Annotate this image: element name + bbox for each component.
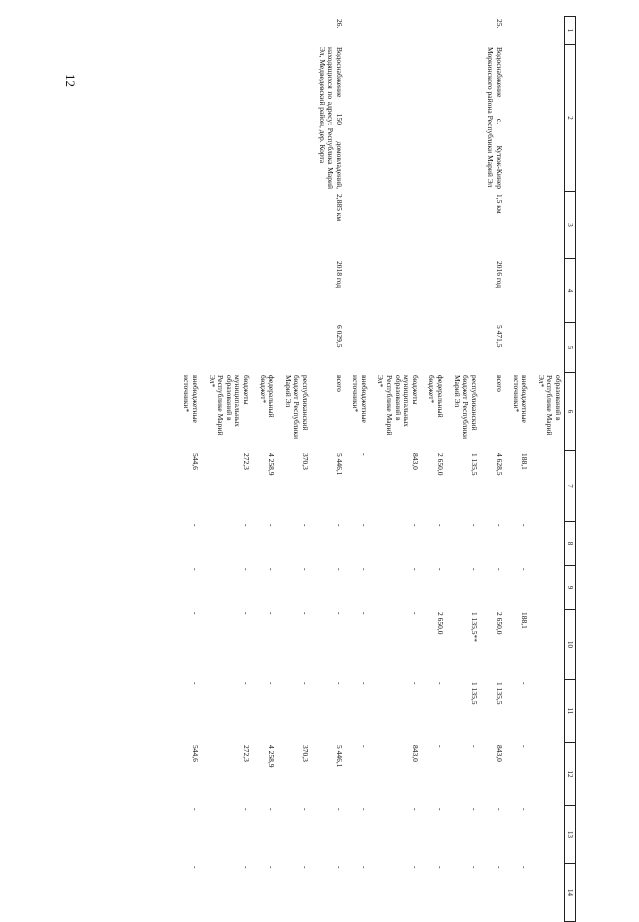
column-number: 3 <box>565 192 576 259</box>
table-cell-c10: - <box>241 612 251 615</box>
table-cell-c12: 843,0 <box>410 745 420 762</box>
table-cell-c3 <box>277 192 311 259</box>
table-cell-c4 <box>421 259 446 323</box>
table-cell-c13: - <box>241 808 251 811</box>
table-cell-c14: - <box>495 866 505 869</box>
table-cell-c6: всего <box>334 375 344 392</box>
table-cell-c8: - <box>300 524 310 527</box>
table-cell-c1 <box>530 17 564 45</box>
table-cell-c14: - <box>520 866 530 869</box>
table-cell-c13: - <box>436 808 446 811</box>
table-cell-c9: - <box>469 568 479 571</box>
table-cell-c5 <box>370 323 421 373</box>
table-cell-c7 <box>530 451 564 522</box>
table-cell-c11 <box>530 680 564 743</box>
table-cell-c5 <box>446 323 480 373</box>
table-cell-c6: федеральный бюджет* <box>258 375 277 418</box>
table-cell-c6: федеральный бюджет* <box>427 375 446 418</box>
table-cell-c7: 4 628,5 <box>495 453 505 476</box>
table-cell-c8: - <box>436 524 446 527</box>
table-cell-c6: всего <box>495 375 505 392</box>
table-cell-c10: - <box>267 612 277 615</box>
table-cell-c2 <box>505 45 530 192</box>
table-cell-c14: - <box>436 866 446 869</box>
table-row <box>252 17 277 922</box>
column-number: 12 <box>565 743 576 806</box>
table-cell-c2: Водоснабжение 150 домовладений, находящихся по адресу: Республика Марий Эл, Медведевский район, дер. Корта <box>317 47 344 189</box>
column-number: 8 <box>565 522 576 566</box>
table-cell-c1 <box>201 17 252 45</box>
table-body <box>176 17 565 922</box>
table-cell-c1 <box>345 17 370 45</box>
table-cell-c7: 544,6 <box>191 453 200 470</box>
table-cell-c14: - <box>267 866 277 869</box>
table-cell-c11: 1 135,5 <box>469 682 479 705</box>
table-cell-c3: 1,5 км <box>495 194 505 214</box>
table-cell-c4: 2018 год <box>334 261 344 289</box>
table-cell-c11: - <box>359 682 369 685</box>
table-cell-c8: - <box>495 524 505 527</box>
column-number: 10 <box>565 610 576 680</box>
column-number-row <box>565 17 576 922</box>
table-cell-c4 <box>277 259 311 323</box>
table-cell-c14: - <box>334 866 344 869</box>
table-cell-c13: - <box>520 808 530 811</box>
table-cell-c1: 25. <box>495 19 505 29</box>
table-cell-c12: - <box>436 745 446 748</box>
table-cell-c8: - <box>520 524 530 527</box>
table-cell-c1 <box>421 17 446 45</box>
table-cell-c7: 272,3 <box>241 453 251 470</box>
table-cell-c4 <box>505 259 530 323</box>
table-cell-c11: - <box>191 682 200 685</box>
table-cell-c6: республиканский бюджет Республики Марий Эл <box>452 375 479 440</box>
table-cell-c1 <box>252 17 277 45</box>
table-cell-c1 <box>370 17 421 45</box>
table-cell-c1 <box>176 17 201 45</box>
table-cell-c4 <box>252 259 277 323</box>
table-cell-c12: 4 258,9 <box>267 745 277 768</box>
table-cell-c10: 188,1 <box>520 612 530 629</box>
table-cell-c13: - <box>334 808 344 811</box>
table-cell-c5: 5 471,5 <box>495 325 505 348</box>
table-cell-c10: - <box>410 612 420 615</box>
table-cell-c3 <box>421 192 446 259</box>
table-cell-c12: 544,6 <box>191 745 200 762</box>
table-cell-c11: - <box>334 682 344 685</box>
column-number: 1 <box>565 17 576 45</box>
table-cell-c14: - <box>191 866 200 869</box>
table-cell-c1 <box>277 17 311 45</box>
table-cell-c5 <box>530 323 564 373</box>
table-cell-c7: 1 135,5 <box>469 453 479 476</box>
table-cell-c12: - <box>359 745 369 748</box>
table-cell-c8: - <box>410 524 420 527</box>
table-cell-c7: 843,0 <box>410 453 420 470</box>
table-cell-c7: 5 446,1 <box>334 453 344 476</box>
table-cell-c9: - <box>359 568 369 571</box>
table-cell-c4: 2016 год <box>495 261 505 289</box>
table-cell-c2 <box>446 45 480 192</box>
table-cell-c2 <box>370 45 421 192</box>
table-row <box>505 17 530 922</box>
table-cell-c3 <box>530 192 564 259</box>
table-cell-c5 <box>176 323 201 373</box>
table-cell-c2 <box>530 45 564 192</box>
table-cell-c8: - <box>334 524 344 527</box>
table-cell-c2 <box>421 45 446 192</box>
table-cell-c14 <box>530 864 564 922</box>
table-cell-c11: - <box>241 682 251 685</box>
table-cell-c12: - <box>520 745 530 748</box>
page-number: 12 <box>63 74 78 87</box>
column-number: 9 <box>565 566 576 610</box>
table-cell-c3: 2,885 км <box>334 194 344 222</box>
table-cell-c12 <box>530 743 564 806</box>
table-cell-c1 <box>505 17 530 45</box>
table-cell-c3 <box>446 192 480 259</box>
table-cell-c10: 2 650,0 <box>436 612 446 635</box>
table-cell-c12: 843,0 <box>495 745 505 762</box>
table-cell-c3 <box>201 192 252 259</box>
table-row <box>345 17 370 922</box>
table-cell-c3 <box>176 192 201 259</box>
table-row <box>176 17 201 922</box>
table-cell-c9: - <box>410 568 420 571</box>
table-cell-c11: - <box>410 682 420 685</box>
table-cell-c9: - <box>191 568 200 571</box>
table-cell-c13: - <box>300 808 310 811</box>
table-cell-c2 <box>201 45 252 192</box>
table-cell-c6: внебюджетные источники* <box>351 375 369 423</box>
table-cell-c10: - <box>191 612 200 615</box>
column-number: 13 <box>565 806 576 864</box>
table-cell-c11: - <box>520 682 530 685</box>
table-cell-c2: Водоснабжение с. Кутюк-Кинер Моркинского района Республики Марий Эл <box>486 47 505 189</box>
table-cell-c6: внебюджетные источники* <box>511 375 530 423</box>
table-cell-c13: - <box>410 808 420 811</box>
table-cell-c11: - <box>267 682 277 685</box>
table-cell-c11: - <box>436 682 446 685</box>
table-cell-c5: 6 029,5 <box>334 325 344 348</box>
table-cell-c9: - <box>334 568 344 571</box>
table-cell-c14: - <box>359 866 369 869</box>
table-cell-c7: 4 258,9 <box>267 453 277 476</box>
table-cell-c10: - <box>300 612 310 615</box>
table-cell-c13: - <box>191 808 200 811</box>
program-table <box>176 16 576 922</box>
table-cell-c9: - <box>267 568 277 571</box>
column-number: 5 <box>565 323 576 373</box>
table-cell-c1 <box>446 17 480 45</box>
table-cell-c10: - <box>359 612 369 615</box>
table-cell-c8: - <box>191 524 200 527</box>
table-row <box>421 17 446 922</box>
table-row <box>446 17 480 922</box>
table-cell-c4 <box>201 259 252 323</box>
table-cell-c4 <box>530 259 564 323</box>
table-cell-c9: - <box>495 568 505 571</box>
table-cell-c13: - <box>495 808 505 811</box>
table-cell-c11: 1 135,5 <box>495 682 505 705</box>
table-cell-c14: - <box>241 866 251 869</box>
table-cell-c6: бюджеты муниципальных образований в Республике Марий Эл* <box>207 375 251 436</box>
table-cell-c8: - <box>469 524 479 527</box>
table-cell-c12: 272,3 <box>241 745 251 762</box>
table-cell-c9: - <box>241 568 251 571</box>
table-row <box>201 17 252 922</box>
table-cell-c5 <box>252 323 277 373</box>
table-cell-c7: 370,3 <box>300 453 310 470</box>
table-cell-c13: - <box>359 808 369 811</box>
table-cell-c3 <box>370 192 421 259</box>
table-cell-c7: - <box>359 453 369 456</box>
table-cell-c4 <box>176 259 201 323</box>
table-cell-c8: - <box>359 524 369 527</box>
table-cell-c3 <box>252 192 277 259</box>
table-cell-c7: 2 650,0 <box>436 453 446 476</box>
table-cell-c5 <box>505 323 530 373</box>
table-cell-c5 <box>277 323 311 373</box>
table-cell-c3 <box>505 192 530 259</box>
column-number: 4 <box>565 259 576 323</box>
table-cell-c4 <box>446 259 480 323</box>
column-number: 11 <box>565 680 576 743</box>
table-row <box>311 17 345 922</box>
table-cell-c8: - <box>241 524 251 527</box>
table-cell-c6: бюджеты муниципальных образований в Республике Марий Эл* <box>376 375 420 436</box>
table-cell-c2 <box>252 45 277 192</box>
rotated-page <box>31 16 576 896</box>
table-cell-c8: - <box>267 524 277 527</box>
table-row <box>480 17 505 922</box>
table-cell-c9: - <box>520 568 530 571</box>
table-cell-c6: республиканский бюджет Республики Марий Эл <box>283 375 310 440</box>
table-cell-c3 <box>345 192 370 259</box>
table-cell-c5 <box>421 323 446 373</box>
table-cell-c6: внебюджетные источники* <box>182 375 200 423</box>
table-cell-c2 <box>277 45 311 192</box>
table-cell-c4 <box>370 259 421 323</box>
table-cell-c10: 2 650,0 <box>495 612 505 635</box>
table-cell-c10 <box>530 610 564 680</box>
table-cell-c6: образований в Республике Марий Эл* <box>536 375 563 436</box>
table-cell-c7: 188,1 <box>520 453 530 470</box>
table-cell-c13: - <box>267 808 277 811</box>
table-cell-c14: - <box>300 866 310 869</box>
table-cell-c13: - <box>469 808 479 811</box>
table-cell-c12: 370,3 <box>300 745 310 762</box>
table-cell-c2 <box>345 45 370 192</box>
column-number: 7 <box>565 451 576 522</box>
table-cell-c12: 5 446,1 <box>334 745 344 768</box>
table-cell-c13 <box>530 806 564 864</box>
table-row <box>370 17 421 922</box>
table-cell-c5 <box>345 323 370 373</box>
column-number: 6 <box>565 373 576 451</box>
table-cell-c4 <box>345 259 370 323</box>
table-cell-c12: - <box>469 745 479 748</box>
table-cell-c10: 1 135,5** <box>469 612 479 642</box>
table-cell-c9: - <box>300 568 310 571</box>
table-cell-c14: - <box>410 866 420 869</box>
column-number: 14 <box>565 864 576 922</box>
table-cell-c1: 26. <box>334 19 344 29</box>
table-row <box>277 17 311 922</box>
table-cell-c14: - <box>469 866 479 869</box>
table-cell-c5 <box>201 323 252 373</box>
table-cell-c2 <box>176 45 201 192</box>
table-row <box>530 17 564 922</box>
table-cell-c10: - <box>334 612 344 615</box>
column-number: 2 <box>565 45 576 192</box>
table-cell-c9: - <box>436 568 446 571</box>
table-cell-c9 <box>530 566 564 610</box>
table-cell-c11: - <box>300 682 310 685</box>
table-cell-c8 <box>530 522 564 566</box>
